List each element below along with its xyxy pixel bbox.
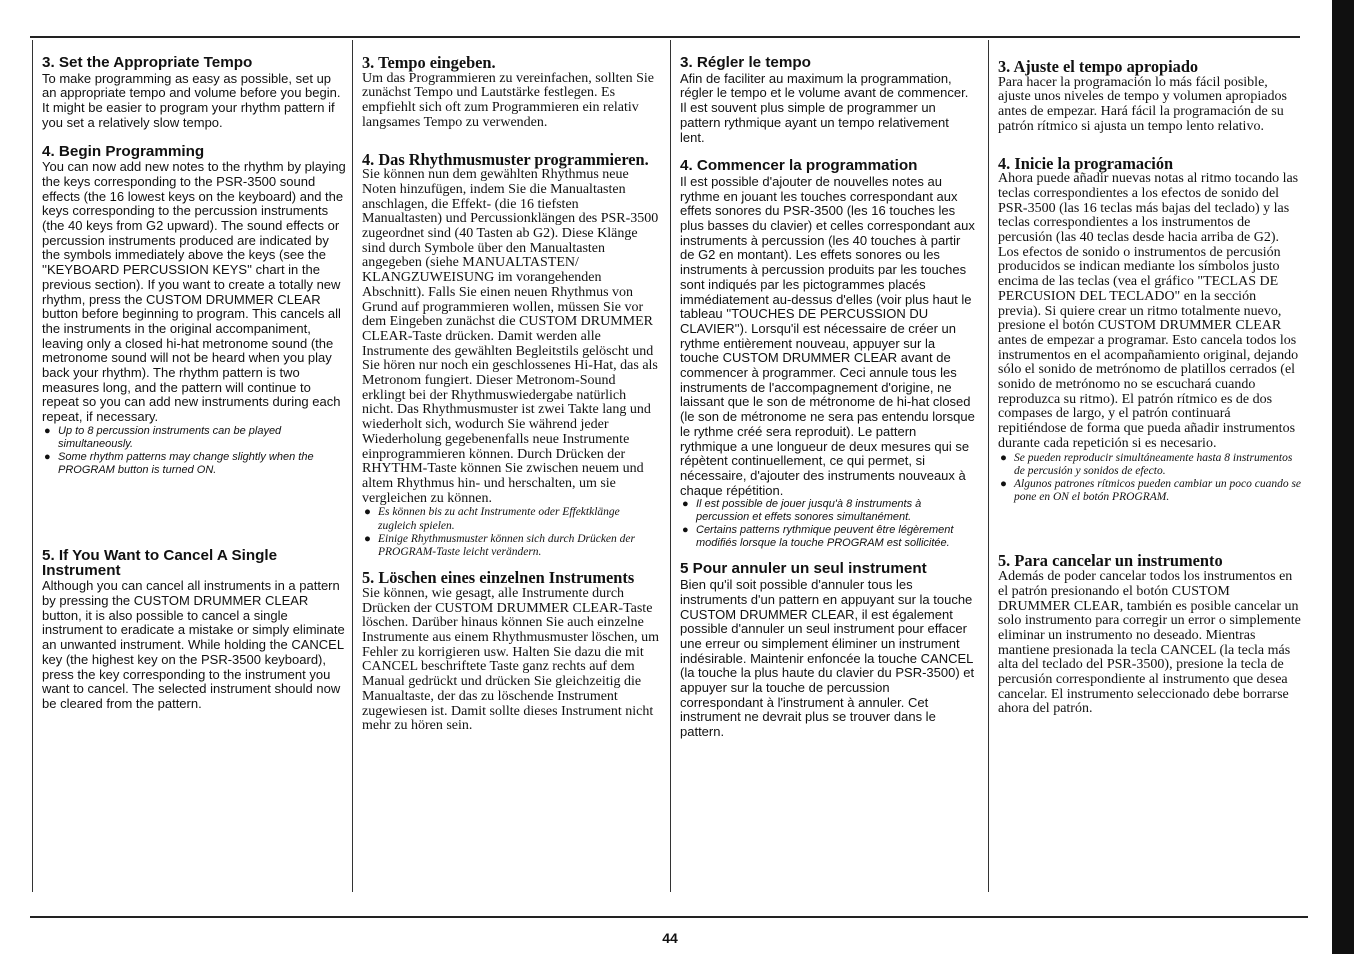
bullet-icon: ● xyxy=(682,524,689,537)
section-title-cancel: 5. If You Want to Cancel A Single Instrument xyxy=(42,546,278,579)
section-title-tempo: 3. Régler le tempo xyxy=(680,54,811,71)
section-body-programming: Il est possible d'ajouter de nouvelles notes au rythme en jouant les touches correspondant aux effets sonores du PSR-3500 (les 16 touches les plus basses du clavier) et celles correspondant aux instruments à percussion (les 40 touches à partir de G2 en montant). Les effets sonores ou les instruments à percussion produits par les touches sont indiqués par les pictogrammes placés immédiatement au-dessus d'elles (voir plus haut le tableau ''TOUCHES DE PERCUSSION DU CLAVIER''). Lorsqu'il est nécessaire de créer un rythme entièrement nouveau, appuyer sur la touche CUSTOM DRUMMER CLEAR avant de commencer à programmer. Ceci annule tous les instruments de l'accompagnement d'origine, ne laissant que le son de métronome de hi-hat closed (le son de métronome ne sera pas entendu lorsque le rythme créé sera reproduit). Le pattern rythmique a une longueur de deux mesures qui se répètent continuellement, ce qui permet, si nécessaire, d'ajouter des instruments nouveaux à chaque répétition. xyxy=(680,173,975,498)
note-item: ● Certains patterns rythmique peuvent être légèrement modifiés lorsque la touche PROGRAM est sollicitée. xyxy=(682,524,954,550)
bullet-icon: ● xyxy=(682,498,689,511)
section-body-tempo: Para hacer la programación lo más fácil posible, ajuste unos niveles de tempo y volumen apropiados antes de empezar. Hará fácil la programación de su patrón rítmico si ajusta un tempo lento relativo. xyxy=(998,74,1287,134)
section-title-cancel: 5. Para cancelar un instrumento xyxy=(998,551,1223,571)
section-title-tempo: 3. Ajuste el tempo apropiado xyxy=(998,57,1199,76)
note-item: ● Es können bis zu acht Instrumente oder Effektklänge zugleich spielen. xyxy=(364,506,620,532)
bullet-icon: ● xyxy=(1000,451,1007,464)
note-item: ● Up to 8 percussion instruments can be played simultaneously. xyxy=(44,424,282,450)
section-body-cancel: Además de poder cancelar todos los instrumentos en el patrón presionando el botón CUSTOM DRUMMER CLEAR, también es posible cancelar un solo instrumento para corregir un error o simplemente eliminar un instrumento no deseado. Mientras mantiene presionada la tecla CANCEL (la tecla más alta del teclado del PSR-3500), presione la tecla de percusión correspondiente al instrumento que desea cancelar. El instrumento seleccionado debe borrarse ahora del patrón. xyxy=(998,569,1301,717)
note-item: ● Some rhythm patterns may change slightly when the PROGRAM button is turned ON. xyxy=(44,450,314,476)
column-spanish xyxy=(998,57,1302,717)
section-title-cancel: 5 Pour annuler un seul instrument xyxy=(680,560,927,578)
page-number: 44 xyxy=(662,930,678,946)
section-title-programming: 4. Das Rhythmusmuster programmieren. xyxy=(362,149,649,169)
section-title-tempo: 3. Set the Appropriate Tempo xyxy=(42,54,253,71)
section-body-programming: Ahora puede añadir nuevas notas al ritmo tocando las teclas correspondientes a los efectos de sonido del PSR-3500 (las 16 teclas más bajas del teclado) y las teclas correspondientes a los instrumentos de percusión (las 40 teclas desde hacia arriba de G2). Los efectos de sonido o instrumentos de percusión producidos se indican mediante los símbolos justo encima de las teclas (vea el gráfico "TECLAS DE PERCUSION DEL TECLADO" en la sección previa). Si quiere crear un ritmo totalmente nuevo, presione el botón CUSTOM DRUMMER CLEAR antes de empezar a programar. Esto cancela todos los instrumentos en el acompañamiento original, dejando sólo el sonido de metrónomo de platillos cerrados (el sonido de metrónomo no se escuchará cuando reproduzca su ritmo). El patrón rítmico es de dos compases de largo, y el patrón continuará repitiéndose de forma que pueda añadir instrumentos durante cada repetición si es necesario. xyxy=(998,171,1299,451)
section-body-tempo: Afin de faciliter au maximum la programmation, régler le tempo et le volume avant de commencer. Il est souvent plus simple de programmer un pattern rythmique ayant un tempo relativement lent. xyxy=(680,70,969,145)
bullet-icon: ● xyxy=(364,506,371,519)
column-english xyxy=(42,56,346,712)
section-body-programming: You can now add new notes to the rhythm by playing the keys corresponding to the PSR-3500 sound effects (the 16 lowest keys on the keyboard) and the keys corresponding to the percussion instruments (the 40 keys from G2 upward). The sound effects or percussion instruments produced are indicated by the symbols immediately above the keys (see the ''KEYBOARD PERCUSSION KEYS'' chart in the previous section). If you want to create a totally new rhythm, press the CUSTOM DRUMMER CLEAR button before beginning to program. This cancels all the instruments in the original accompaniment, leaving only a closed hi-hat metronome sound (the metronome sound will not be heard when you play back your rhythm). The rhythm pattern is two measures long, and the pattern will continue to repeat so you can add new instruments during each repeat, if necessary. xyxy=(42,159,346,425)
section-body-cancel: Bien qu'il soit possible d'annuler tous les instruments d'un pattern en appuyant sur la touche CUSTOM DRUMMER CLEAR, il est également possible d'annuler un seul instrument pour effacer une erreur ou simplement éliminer un instrument indésirable. Maintenir enfoncée la touche CANCEL (la touche la plus haute du clavier du PSR-3500) et appuyer sur la touche de percussion correspondant à l'instrument à annuler. Cet instrument ne devrait plus se trouver dans le pattern. xyxy=(680,577,975,740)
section-title-tempo: 3. Tempo eingeben. xyxy=(362,53,496,72)
bullet-icon: ● xyxy=(44,424,51,437)
notes-list xyxy=(680,498,976,550)
bullet-icon: ● xyxy=(44,450,51,463)
section-title-programming: 4. Commencer la programmation xyxy=(680,157,918,175)
section-title-programming: 4. Inicie la programación xyxy=(998,153,1174,173)
column-divider-1 xyxy=(352,40,353,892)
note-item: ● Il est possible de jouer jusqu'à 8 instruments à percussion et effets sonores simultanément. xyxy=(682,498,922,524)
column-divider-3 xyxy=(988,40,989,892)
section-body-cancel: Sie können, wie gesagt, alle Instrumente durch Drücken der CUSTOM DRUMMER CLEAR-Taste löschen. Darüber hinaus können Sie auch einzelne Instrumente aus einem Rhythmusmuster löschen, um Fehler zu korrigieren usw. Halten Sie dazu die mit CANCEL beschriftete Taste ganz rechts auf dem Manual gedrückt und drücken Sie gleichzeitig die Manualtaste, der das zu löschende Instrument zugewiesen ist. Damit sollte dieses Instrument nicht mehr zu hören sein. xyxy=(362,585,660,734)
note-item: ● Einige Rhythmusmuster können sich durch Drücken der PROGRAM-Taste leicht verändern. xyxy=(364,532,635,558)
notes-list xyxy=(42,425,346,477)
column-divider-2 xyxy=(670,40,671,892)
column-french xyxy=(680,56,976,740)
page-edge-shadow xyxy=(1332,0,1354,954)
column-divider-left xyxy=(32,40,33,892)
notes-list xyxy=(998,452,1302,505)
section-body-programming: Sie können nun dem gewählten Rhythmus neue Noten hinzufügen, indem Sie die Manualtasten anschlagen, die Effekt- (die 16 tiefsten Manualtasten) und Percussionklängen des PSR-3500 zugeordnet sind (40 Tasten ab G2). Diese Klänge sind durch Symbole über den Manualtasten angegeben (siehe MANUALTASTEN/ KLANGZUWEISUNG im vorangehenden Abschnitt). Falls Sie einen neuen Rhythmus von Grund auf programmieren wollen, müssen Sie vor dem Eingeben zunächst die CUSTOM DRUMMER CLEAR-Taste drücken. Damit werden alle Instrumente des gewählten Begleitstils gelöscht und Sie hören nur noch ein geschlossenes Hi-Hat, das als Metronom fungiert. Dieser Metronom-Sound erklingt bei der Rhythmuswiedergabe natürlich nicht. Das Rhythmusmuster ist zwei Takte lang und wiederholt sich, wodurch Sie während jeder Wiederholung gegebenenfalls neue Instrumente einprogrammieren können. Durch Drücken der RHYTHM-Taste können Sie zwischen neuem und altem Rhythmus hin- und herschalten, um sie vergleichen zu können. xyxy=(362,167,659,506)
section-body-tempo: To make programming as easy as possible, set up an appropriate tempo and volume before you begin. It might be easier to program your rhythm pattern if you set a relatively slow tempo. xyxy=(42,70,341,130)
top-rule xyxy=(30,36,1300,38)
section-body-tempo: Um das Programmieren zu vereinfachen, sollten Sie zunächst Tempo und Lautstärke festlegen. Es empfiehlt sich oft zum Programmieren ein relativ langsames Tempo zu verwenden. xyxy=(362,70,654,130)
note-item: ● Algunos patrones rítmicos pueden cambiar un poco cuando se pone en ON el botón PROGRAM. xyxy=(1000,477,1302,504)
notes-list xyxy=(362,506,660,559)
note-item: ● Se pueden reproducir simultáneamente hasta 8 instrumentos de percusión y sonidos de efecto. xyxy=(1000,451,1293,477)
section-title-cancel: 5. Löschen eines einzelnen Instruments xyxy=(362,568,635,588)
section-body-cancel: Although you can cancel all instruments in a pattern by pressing the CUSTOM DRUMMER CLEAR button, it is also possible to cancel a single instrument to eradicate a mistake or simply eliminate an unwanted instrument. While holding the CANCEL key (the highest key on the PSR-3500 keyboard), press the key corresponding to the instrument you want to cancel. The selected instrument should now be cleared from the pattern. xyxy=(42,578,345,711)
bottom-rule xyxy=(30,916,1308,918)
column-german xyxy=(362,53,660,734)
section-title-programming: 4. Begin Programming xyxy=(42,142,205,160)
bullet-icon: ● xyxy=(1000,477,1007,490)
bullet-icon: ● xyxy=(364,532,371,545)
